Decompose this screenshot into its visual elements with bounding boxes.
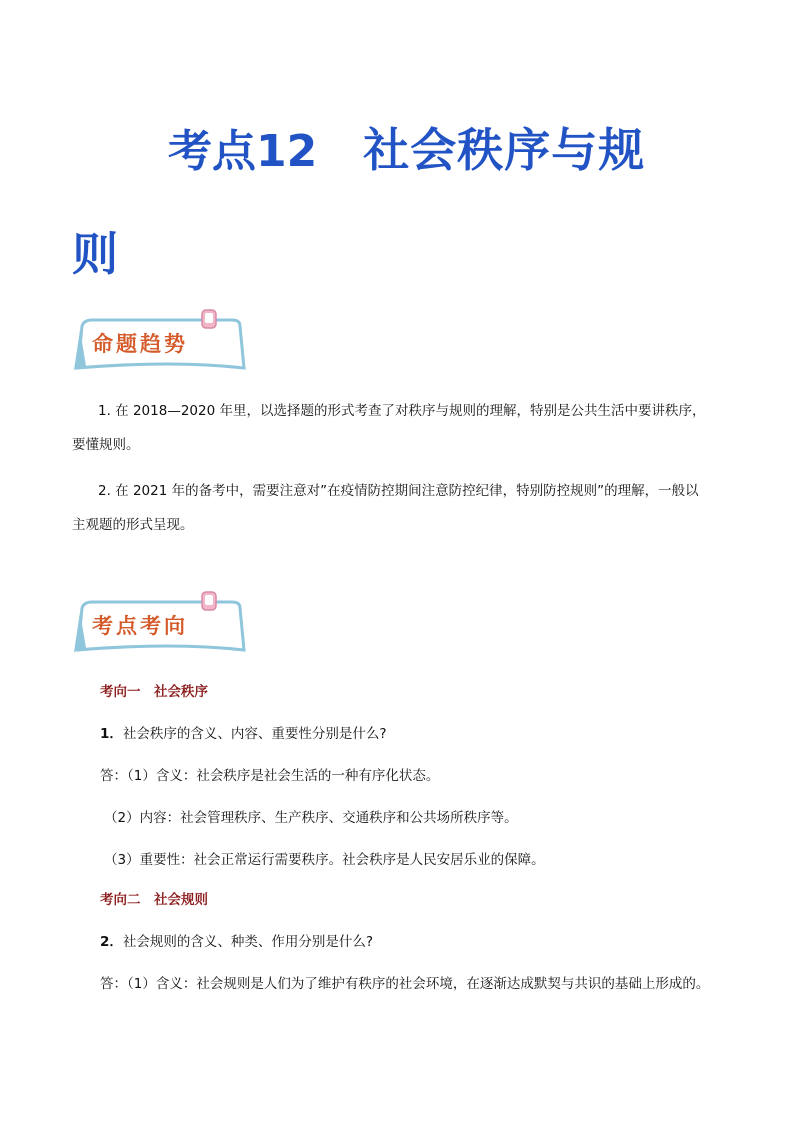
- section-1-heading: 考向一 社会秩序: [100, 684, 208, 700]
- answer-1-line-3: （3）重要性：社会正常运行需要秩序。社会秩序是人民安居乐业的保障。: [104, 852, 545, 868]
- question-1-number: 1．: [100, 726, 123, 742]
- section-banner-points: [72, 590, 252, 656]
- section-2-heading: 考向二 社会规则: [100, 892, 208, 908]
- question-1-text: 社会秩序的含义、内容、重要性分别是什么?: [122, 726, 387, 742]
- trend-1-line-1: 1. 在 2018—2020 年里，以选择题的形式考查了对秩序与规则的理解，特别是公共生活中要讲秩序，: [98, 403, 706, 419]
- trend-paragraph-1: [72, 394, 732, 462]
- answer-2-line-1: 答：（1）含义：社会规则是人们为了维护有秩序的社会环境，在逐渐达成默契与共识的基础上形成的。: [100, 976, 710, 992]
- title-number: 考点12: [168, 126, 318, 177]
- page-title-wrap: 则: [72, 227, 118, 281]
- answer-1-line-1: 答：（1）含义：社会秩序是社会生活的一种有序化状态。: [100, 768, 440, 784]
- banner-trends-label: 命题趋势: [92, 332, 188, 356]
- page-title: [168, 118, 768, 182]
- answer-1-line-2: （2）内容：社会管理秩序、生产秩序、交通秩序和公共场所秩序等。: [104, 810, 518, 826]
- trend-2-line-2: 主观题的形式呈现。: [72, 517, 194, 533]
- trend-paragraph-2: [72, 474, 732, 542]
- banner-points-label: 考点考向: [92, 614, 188, 638]
- question-2-text: 社会规则的含义、种类、作用分别是什么?: [122, 934, 374, 950]
- title-main: 社会秩序与规: [363, 123, 646, 177]
- question-2-number: 2．: [100, 934, 123, 950]
- section-banner-trends: [72, 308, 252, 374]
- question-2: [100, 930, 373, 950]
- question-1: [100, 722, 387, 742]
- trend-2-line-1: 2. 在 2021 年的备考中，需要注意对”在疫情防控期间注意防控纪律，特别防控规则”的理解，一般以: [98, 483, 699, 499]
- trend-1-line-2: 要懂规则。: [72, 437, 140, 453]
